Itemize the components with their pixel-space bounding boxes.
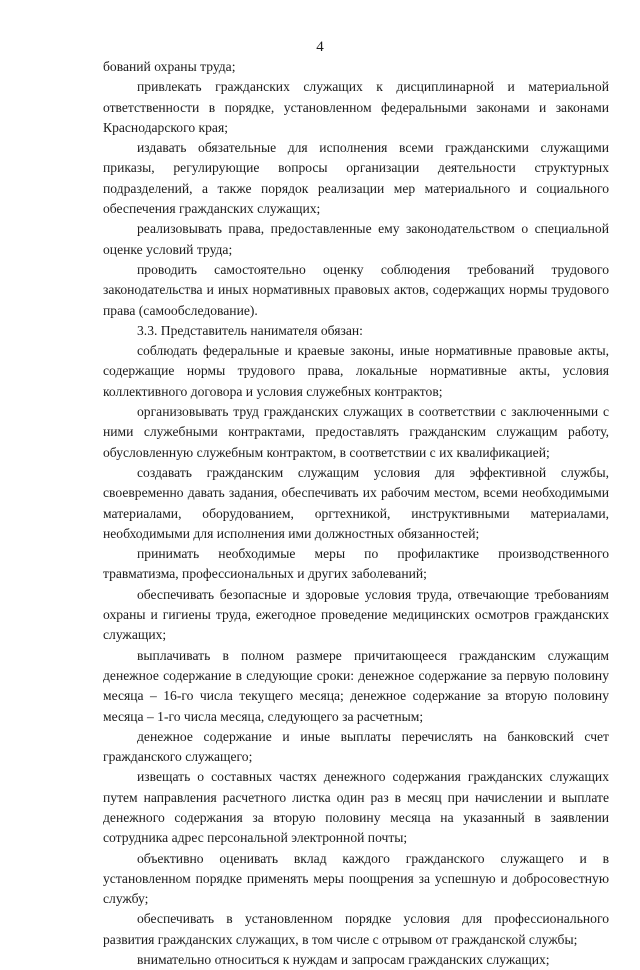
paragraph: издавать обязательные для исполнения всеми гражданскими служащими приказы, регулирующие вопросы организации деятельности структурных подразделений, а также порядок реализации мер материального и социального обеспечения гражданских служащих; (103, 140, 609, 217)
paragraph: соблюдать федеральные и краевые законы, иные нормативные правовые акты, содержащие нормы трудового права, локальные нормативные акты, условия коллективного договора и условия служебных контрактов; (103, 343, 609, 399)
paragraph: денежное содержание и иные выплаты перечислять на банковский счет гражданского служащего; (103, 728, 609, 765)
paragraph: обеспечивать в установленном порядке условия для профессионального развития гражданских служащих, в том числе с отрывом от гражданской службы; (103, 911, 609, 947)
document-body (103, 57, 609, 970)
paragraph: создавать гражданским служащим условия для эффективной службы, своевременно давать задания, обеспечивать их рабочим местом, всеми необходимыми материалами, оборудованием, оргтехникой, инструктивными материалами, необходимыми для исполнения ими должностных обязанностей; (103, 464, 609, 541)
paragraph: выплачивать в полном размере причитающееся гражданским служащим денежное содержание в следующие сроки: денежное содержание за первую половину месяца – 16-го числа текущего месяца; денежное содержание за вторую половину месяца – 1-го числа месяца, следующего за расчетным; (103, 647, 609, 724)
paragraph: бований охраны труда; (103, 59, 236, 74)
paragraph: привлекать гражданских служащих к дисциплинарной и материальной ответственности в порядке, установленном федеральными законами и законами Краснодарского края; (103, 79, 609, 135)
paragraph: организовывать труд гражданских служащих в соответствии с заключенными с ними служебными контрактами, предоставлять гражданским служащим работу, обусловленную служебным контрактом, в соответствии с их квалификацией; (103, 404, 609, 460)
paragraph: принимать необходимые меры по профилактике производственного травматизма, профессиональных и других заболеваний; (103, 546, 609, 582)
paragraph: извещать о составных частях денежного содержания гражданских служащих путем направления расчетного листка один раз в месяц при начислении и выплате денежного содержания за вторую половину месяца на указанный в заявлении сотрудника адрес персональной электронной почты; (103, 769, 609, 846)
page-number: 4 (316, 39, 324, 55)
paragraph: реализовывать права, предоставленные ему законодательством о специальной оценке условий труда; (103, 221, 609, 257)
paragraph: внимательно относиться к нуждам и запросам гражданских служащих; (137, 952, 550, 968)
paragraph: проводить самостоятельно оценку соблюдения требований трудового законодательства и иных нормативных правовых актов, содержащих нормы трудового права (самообследование). (103, 261, 609, 318)
section-heading: 3.3. Представитель нанимателя обязан: (137, 322, 363, 338)
paragraph: объективно оценивать вклад каждого гражданского служащего и в установленном порядке применять меры поощрения за успешную и добросовестную службу; (103, 850, 609, 907)
paragraph: обеспечивать безопасные и здоровые условия труда, отвечающие требованиям охраны и гигиены труда, ежегодное проведение медицинских осмотров гражданских служащих; (103, 586, 609, 643)
